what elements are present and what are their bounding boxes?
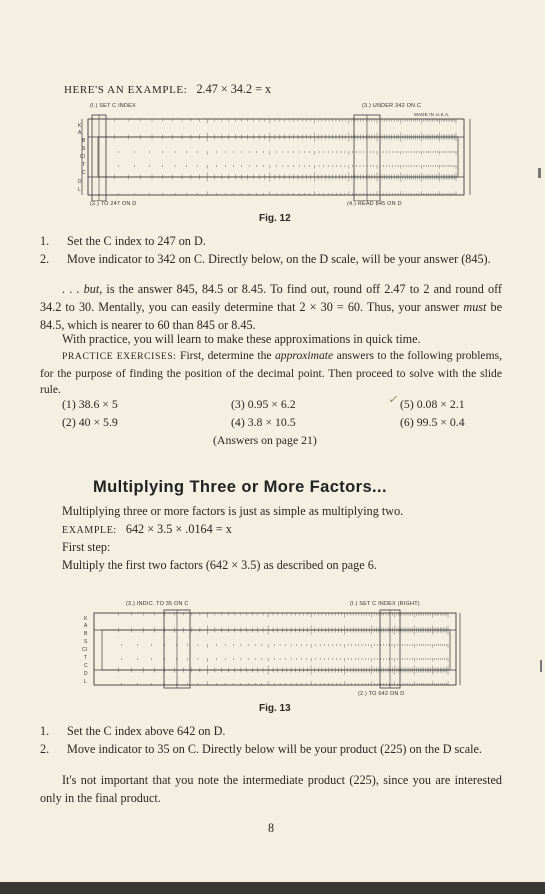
svg-text:L: L — [78, 187, 81, 193]
svg-text:T: T — [84, 655, 88, 661]
step-item — [40, 232, 500, 250]
svg-text:B: B — [82, 138, 86, 144]
step-item — [40, 722, 500, 740]
closing-paragraph: It's not important that you note the intermediate product (225), since you are interested only in the final product. — [40, 773, 502, 805]
section-heading: Multiplying Three or More Factors... — [93, 478, 388, 496]
svg-text:A: A — [78, 130, 82, 136]
page-number: 8 — [268, 821, 275, 835]
slide-rule-figure-13 — [80, 601, 470, 701]
slide-rule-drawing — [72, 111, 472, 201]
step-item — [40, 740, 500, 758]
figure-12-caption: Fig. 12 — [259, 213, 291, 224]
step-number: 1. — [40, 234, 50, 248]
pencil-check-mark: ✓ — [388, 394, 398, 406]
exercise-item: (6) 99.5 × 0.4 — [400, 415, 465, 429]
svg-text:B: B — [84, 631, 88, 637]
svg-text:CI: CI — [82, 647, 87, 653]
svg-text:A: A — [84, 623, 88, 629]
example-2-equation: 642 × 3.5 × .0164 = x — [125, 522, 232, 536]
fig13-label-top-left: (3.) INDIC. TO 35 ON C — [126, 601, 189, 607]
step-text: Set the C index above 642 on D. — [67, 724, 226, 738]
step-text: Move indicator to 35 on C. Directly below will be your product (225) on the D scale. — [67, 742, 482, 756]
example-label: HERE'S AN EXAMPLE: — [64, 84, 188, 96]
practice-paragraph: With practice, you will learn to make these approximations in quick time. — [62, 332, 421, 346]
scan-mark — [538, 168, 541, 178]
steps-list-1 — [40, 232, 500, 268]
practice-exercises-intro — [40, 348, 502, 399]
paragraph-text: is the answer 845, 84.5 or 8.45. To find out, round off 2.47 to 2 and round off 34.2 to 30. Mentally, you can easily determine that 2 × 30 = 60. Thus, your answer — [40, 282, 502, 314]
scan-edge — [0, 882, 545, 894]
fig13-label-top-right: (I.) SET C INDEX (RIGHT) — [350, 601, 420, 607]
svg-text:C: C — [82, 170, 86, 176]
emphasis-must: must — [463, 300, 487, 314]
step-number: 1. — [40, 724, 50, 738]
svg-text:D: D — [84, 671, 88, 677]
slide-rule-drawing — [80, 608, 470, 690]
step-item — [40, 250, 500, 268]
practice-label: PRACTICE EXERCISES: — [62, 351, 177, 362]
practice-text: answers to the following problems, for the purpose of finding the position of the decimal point. Then proceed to solve with the slide rule. — [40, 349, 503, 396]
example-2-line — [62, 520, 502, 540]
fig12-label-top-right: (3.) UNDER 342 ON C — [362, 103, 422, 109]
exercise-item: (3) 0.95 × 6.2 — [231, 397, 296, 411]
exercise-item: (1) 38.6 × 5 — [62, 397, 118, 411]
first-step-label: First step: — [62, 540, 111, 554]
slide-rule-figure-12 — [72, 103, 472, 209]
svg-text:CI: CI — [80, 154, 85, 160]
svg-text:S: S — [84, 639, 88, 645]
step-text: Move indicator to 342 on C. Directly below, on the D scale, will be your answer (845). — [67, 252, 491, 266]
emphasis-approximate: approximate — [274, 349, 334, 362]
first-step-text: Multiply the first two factors (642 × 3.5) as described on page 6. — [62, 558, 377, 572]
fig12-brand-mark: MADE IN U.S.A. — [414, 112, 450, 117]
fig12-label-bottom-right: (4.) READ 845 ON D — [347, 201, 402, 207]
example-line — [64, 80, 504, 99]
fig13-label-bottom-right: (2.) TO 642 ON D — [358, 691, 405, 697]
practice-text: First, determine the — [176, 349, 275, 362]
explanation-paragraph — [40, 280, 502, 334]
paragraph-text: be 84.5, which is nearer to 60 than 845 or 8.45. — [40, 300, 502, 332]
svg-text:L: L — [84, 679, 87, 685]
example-equation: 2.47 × 34.2 = x — [196, 82, 272, 96]
svg-text:D: D — [78, 179, 82, 185]
exercise-item: (2) 40 × 5.9 — [62, 415, 118, 429]
exercise-item: (5) 0.08 × 2.1 — [400, 397, 465, 411]
fig12-label-bottom-left: (2.) TO 247 ON D — [90, 201, 137, 207]
figure-13-caption: Fig. 13 — [259, 703, 291, 714]
example-2-label: EXAMPLE: — [62, 525, 117, 536]
exercise-item: (4) 3.8 × 10.5 — [231, 415, 296, 429]
svg-text:T: T — [82, 162, 86, 168]
svg-text:C: C — [84, 663, 88, 669]
fig12-label-top-left: (I.) SET C INDEX — [90, 103, 136, 109]
step-number: 2. — [40, 742, 50, 756]
svg-text:K: K — [84, 616, 88, 622]
svg-text:S: S — [82, 146, 86, 152]
steps-list-2 — [40, 722, 500, 758]
emphasis-but: but, — [83, 282, 103, 296]
svg-text:K: K — [78, 123, 82, 129]
section-intro: Multiplying three or more factors is just as simple as multiplying two. — [62, 504, 404, 518]
scan-mark — [540, 660, 542, 672]
ellipsis: . . . — [62, 282, 84, 296]
step-text: Set the C index to 247 on D. — [67, 234, 206, 248]
answers-note: (Answers on page 21) — [213, 433, 317, 447]
step-number: 2. — [40, 252, 50, 266]
